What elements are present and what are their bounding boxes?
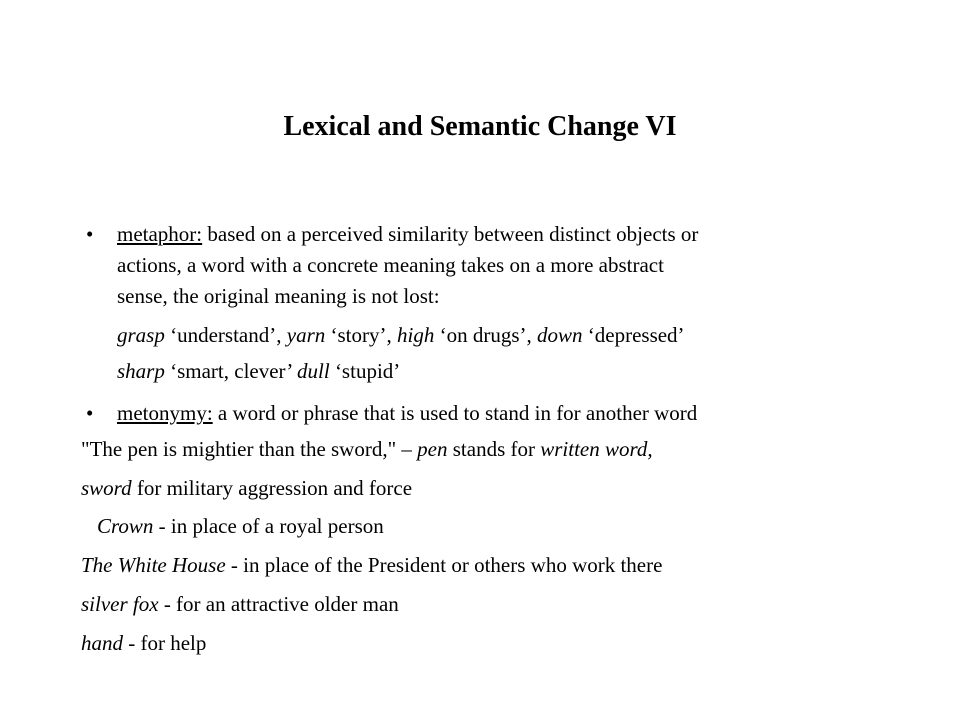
example-gloss: ‘understand’,	[164, 323, 287, 347]
metonymy-term: metonymy:	[117, 401, 213, 425]
metaphor-text-1: based on a perceived similarity between distinct objects or	[202, 222, 699, 246]
metonymy-example-white-house	[81, 553, 662, 577]
metaphor-examples-line-2	[117, 359, 400, 383]
metonymy-example-hand	[81, 631, 206, 655]
metaphor-examples-line-1	[117, 323, 685, 347]
sword-word: sword	[81, 476, 132, 500]
example-rest: - for help	[123, 631, 207, 655]
example-gloss: ‘on drugs’,	[434, 323, 537, 347]
example-word: Crown	[97, 514, 154, 538]
metonymy-sword-line	[81, 476, 412, 500]
example-gloss: ‘story’,	[325, 323, 397, 347]
example-word: down	[537, 323, 583, 347]
quote-pen: pen	[417, 437, 448, 461]
metonymy-example-silver-fox	[81, 592, 399, 616]
example-word: dull	[297, 359, 330, 383]
slide-title: Lexical and Semantic Change VI	[283, 111, 677, 142]
metaphor-definition-line-2: actions, a word with a concrete meaning takes on a more abstract	[117, 253, 664, 277]
example-word: high	[397, 323, 435, 347]
example-rest: - for an attractive older man	[158, 592, 399, 616]
example-word: hand	[81, 631, 123, 655]
metonymy-quote-line	[81, 437, 653, 461]
example-gloss: ‘smart, clever’	[164, 359, 298, 383]
metonymy-definition	[117, 401, 697, 425]
metonymy-example-crown	[97, 514, 384, 538]
quote-mid: stands for	[447, 437, 541, 461]
example-gloss: ‘stupid’	[329, 359, 401, 383]
example-word: grasp	[117, 323, 165, 347]
metaphor-definition-line-3: sense, the original meaning is not lost:	[117, 284, 440, 308]
quote-written-word: written word,	[540, 437, 653, 461]
bullet-metaphor: •	[86, 222, 94, 246]
example-word: sharp	[117, 359, 165, 383]
metonymy-text: a word or phrase that is used to stand in for another word	[212, 401, 698, 425]
bullet-metonymy: •	[86, 401, 94, 425]
metaphor-definition-line-1	[117, 222, 698, 246]
example-word: yarn	[286, 323, 326, 347]
sword-rest: for military aggression and force	[131, 476, 413, 500]
example-rest: - in place of the President or others who work there	[225, 553, 663, 577]
example-word: silver fox	[81, 592, 159, 616]
example-gloss: ‘depressed’	[582, 323, 685, 347]
metaphor-term: metaphor:	[117, 222, 203, 246]
example-word: The White House	[81, 553, 226, 577]
quote-text: "The pen is mightier than the sword," –	[81, 437, 418, 461]
example-rest: - in place of a royal person	[153, 514, 384, 538]
